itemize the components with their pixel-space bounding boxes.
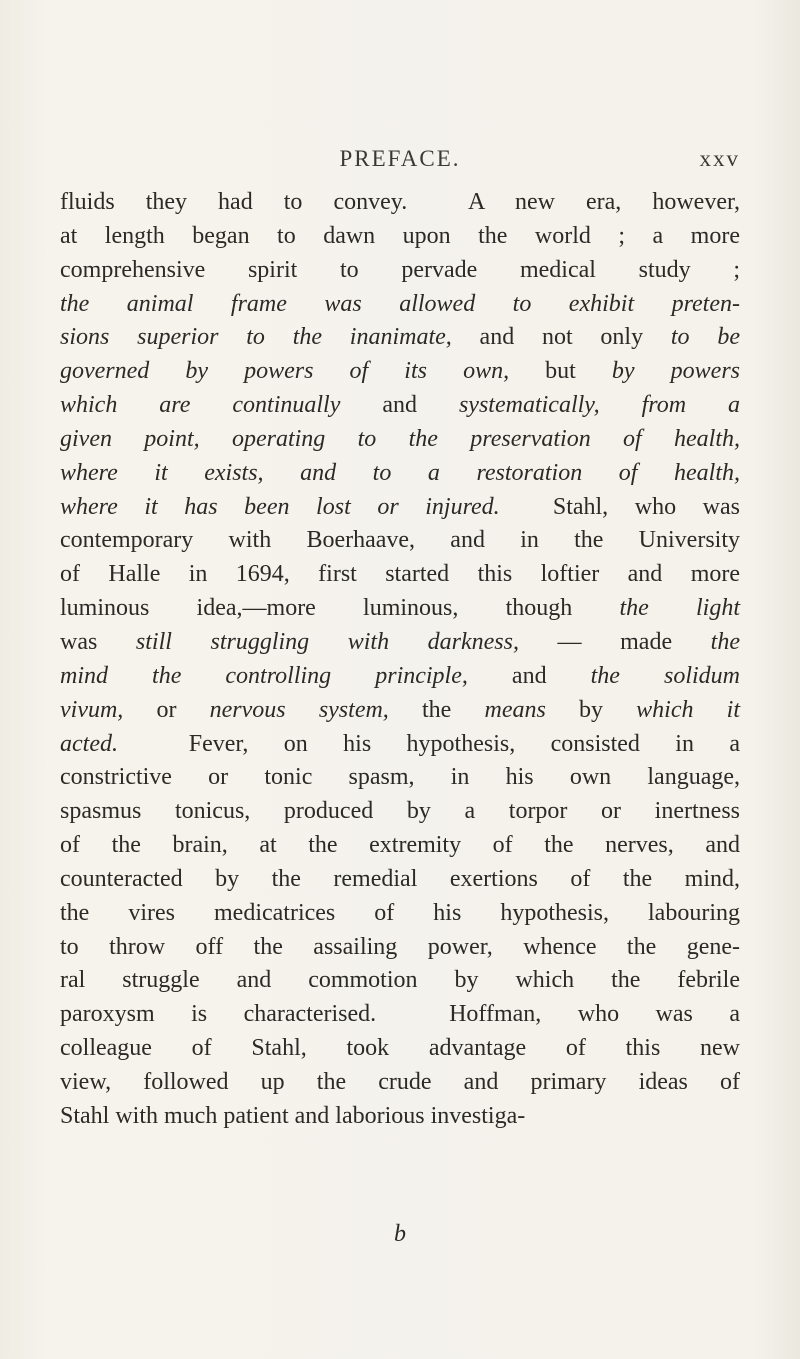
text-line <box>60 626 740 660</box>
italic-text: which are continually <box>60 392 341 419</box>
italic-text: means <box>484 696 546 723</box>
text-line <box>60 592 740 626</box>
text-segment: was <box>60 628 136 655</box>
text-segment: constrictive or tonic spasm, in his own language, <box>60 764 740 791</box>
text-segment: luminous idea,—more luminous, though <box>60 595 620 622</box>
page-number: xxv <box>699 146 740 171</box>
text-segment: fluids they had to convey. A new era, however, <box>60 189 740 215</box>
text-line <box>60 457 740 491</box>
text-segment: the vires medicatrices of his hypothesis, labouring <box>60 899 740 926</box>
text-segment: contemporary with Boerhaave, and in the University <box>60 527 740 554</box>
text-line <box>60 1100 740 1134</box>
text-segment: view, followed up the crude and primary ideas of <box>60 1068 740 1095</box>
italic-text: the solidum <box>590 662 740 689</box>
text-line <box>60 558 740 592</box>
text-segment: Stahl, who was <box>499 493 740 520</box>
text-line <box>60 694 740 728</box>
text-line <box>60 761 740 795</box>
italic-text: acted. <box>60 730 118 757</box>
italic-text: sions superior to the inanimate, <box>60 324 452 351</box>
italic-text: where it exists, and to a restoration of health, <box>60 459 740 486</box>
text-line <box>60 829 740 863</box>
text-line <box>60 355 740 389</box>
text-line <box>60 288 740 322</box>
italic-text: vivum, <box>60 696 124 723</box>
text-segment: Fever, on his hypothesis, consisted in a <box>117 730 740 757</box>
text-line <box>60 728 740 762</box>
italic-text: still struggling with darkness, <box>135 628 519 655</box>
italic-text: mind the controlling principle, <box>60 662 468 689</box>
italic-text: governed by powers of its own, <box>60 358 510 385</box>
text-segment: by <box>545 696 637 723</box>
italic-text: the animal frame was allowed to exhibit preten- <box>60 290 740 317</box>
italic-text: to be <box>670 324 740 351</box>
text-segment: paroxysm is characterised. Hoffman, who was a <box>60 1001 740 1028</box>
text-segment: Stahl with much patient and laborious investiga- <box>60 1102 526 1129</box>
text-segment: to throw off the assailing power, whence the gene- <box>60 933 740 960</box>
text-segment: colleague of Stahl, took advantage of this new <box>60 1035 740 1062</box>
italic-text: where it has been lost or injured. <box>60 493 500 520</box>
text-segment: the <box>388 696 485 723</box>
text-segment: at length began to dawn upon the world ; a more <box>60 222 740 249</box>
text-line <box>60 423 740 457</box>
text-line <box>60 1032 740 1066</box>
text-line <box>60 795 740 829</box>
text-line <box>60 897 740 931</box>
text-segment: and <box>467 662 591 689</box>
text-segment: comprehensive spirit to pervade medical study ; <box>60 256 740 283</box>
text-segment: — made <box>518 628 711 655</box>
text-segment: of Halle in 1694, first started this loftier and more <box>60 561 740 588</box>
text-line <box>60 389 740 423</box>
text-line <box>60 524 740 558</box>
italic-text: the <box>710 628 740 655</box>
text-segment: of the brain, at the extremity of the nerves, and <box>60 832 740 859</box>
text-line <box>60 254 740 288</box>
italic-text: the light <box>619 595 740 622</box>
signature-mark: b <box>394 1221 406 1247</box>
text-line <box>60 321 740 355</box>
text-line <box>60 220 740 254</box>
text-segment: counteracted by the remedial exertions of the mind, <box>60 865 740 892</box>
text-segment: or <box>123 696 210 723</box>
text-line <box>60 186 740 220</box>
text-segment: spasmus tonicus, produced by a torpor or inertness <box>60 798 740 825</box>
text-segment: and <box>340 392 459 419</box>
text-line <box>60 931 740 965</box>
text-line <box>60 964 740 998</box>
text-segment: but <box>509 358 612 385</box>
italic-text: nervous system, <box>209 696 389 723</box>
italic-text: which it <box>636 696 741 723</box>
text-line <box>60 998 740 1032</box>
italic-text: systematically, from a <box>458 392 741 419</box>
body-text <box>60 186 740 1134</box>
text-line <box>60 491 740 525</box>
italic-text: given point, operating to the preservation of health, <box>60 425 740 452</box>
text-segment: ral struggle and commotion by which the febrile <box>60 967 740 994</box>
text-line <box>60 1066 740 1100</box>
text-line <box>60 863 740 897</box>
text-line <box>60 660 740 694</box>
running-title: PREFACE. <box>339 146 461 171</box>
italic-text: by powers <box>611 358 740 385</box>
text-segment: and not only <box>451 324 671 351</box>
page-header <box>60 146 740 176</box>
